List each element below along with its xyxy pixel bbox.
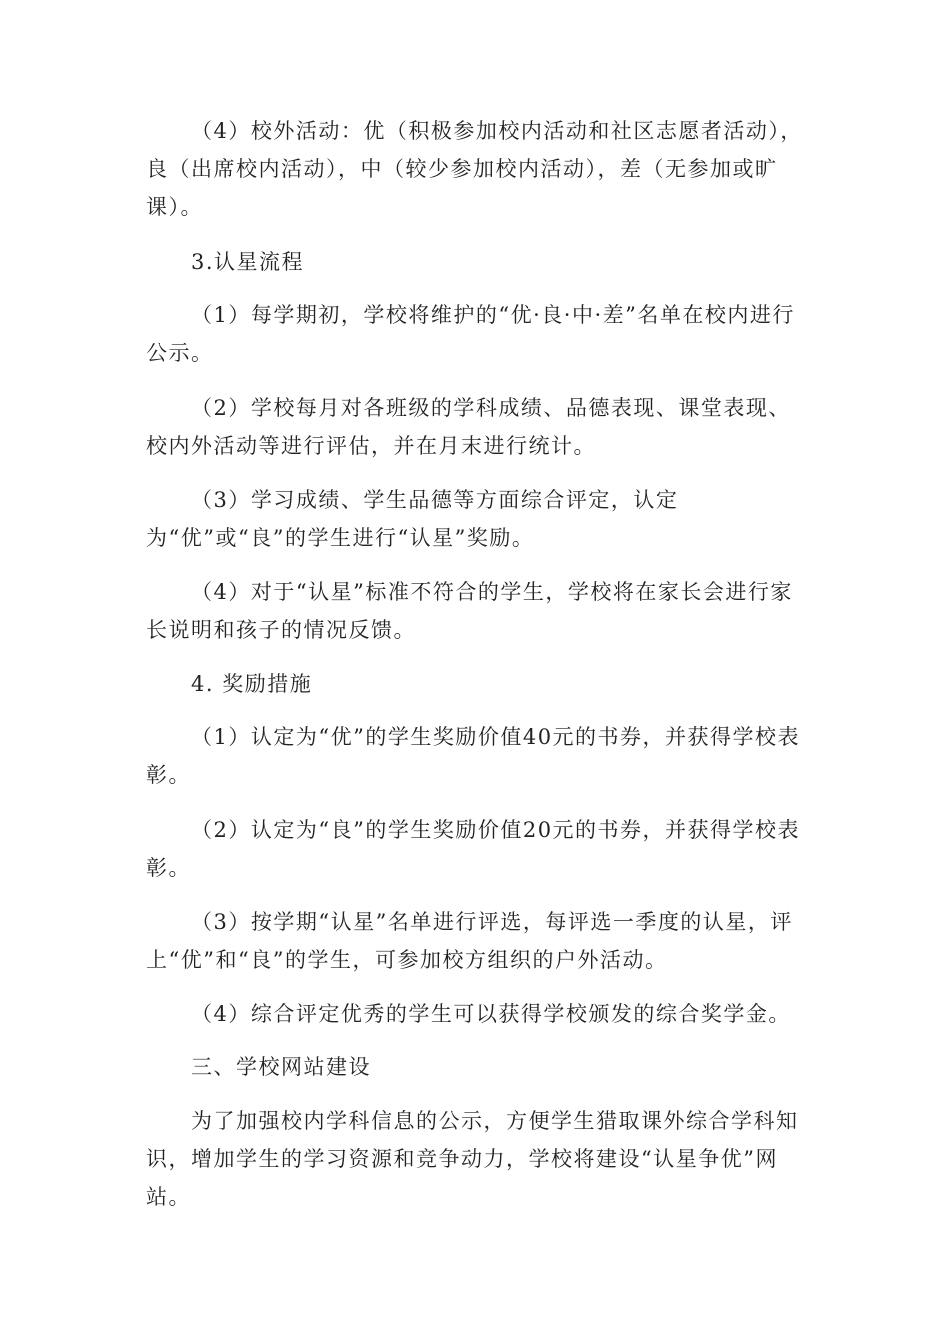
paragraph-outside-activities: （4）校外活动：优（积极参加校内活动和社区志愿者活动），良（出席校内活动），中（较少参加校内活动），差（无参加或旷课）。 (146, 119, 803, 219)
paragraph-process-4: （4）对于“认星”标准不符合的学生，学校将在家长会进行家长说明和孩子的情况反馈。 (146, 580, 793, 642)
paragraph-reward-4: （4）综合评定优秀的学生可以获得学校颁发的综合奖学金。 (191, 1002, 791, 1026)
paragraph-reward-2: （2）认定为“良”的学生奖励价值20元的书券，并获得学校表彰。 (146, 818, 801, 880)
paragraph-process-3: （3）学习成绩、学生品德等方面综合评定，认定为“优”或“良”的学生进行“认星”奖励。 (146, 488, 679, 550)
heading-website-construction: 三、学校网站建设 (191, 1055, 371, 1079)
paragraph-process-2: （2）学校每月对各班级的学科成绩、品德表现、课堂表现、校内外活动等进行评估，并在月末进行统计。 (146, 396, 791, 458)
paragraph-reward-3: （3）按学期“认星”名单进行评选，每评选一季度的认星，评上“优”和“良”的学生，可参加校方组织的户外活动。 (146, 910, 793, 972)
heading-star-process: 3.认星流程 (191, 250, 305, 274)
paragraph-process-1: （1）每学期初，学校将维护的“优·良·中·差”名单在校内进行公示。 (146, 303, 795, 365)
paragraph-website: 为了加强校内学科信息的公示，方便学生猎取课外综合学科知识，增加学生的学习资源和竞争动力，学校将建设“认星争优”网站。 (146, 1109, 799, 1209)
paragraph-reward-1: （1）认定为“优”的学生奖励价值40元的书券，并获得学校表彰。 (146, 725, 801, 787)
heading-reward-measures: 4. 奖励措施 (191, 672, 313, 696)
